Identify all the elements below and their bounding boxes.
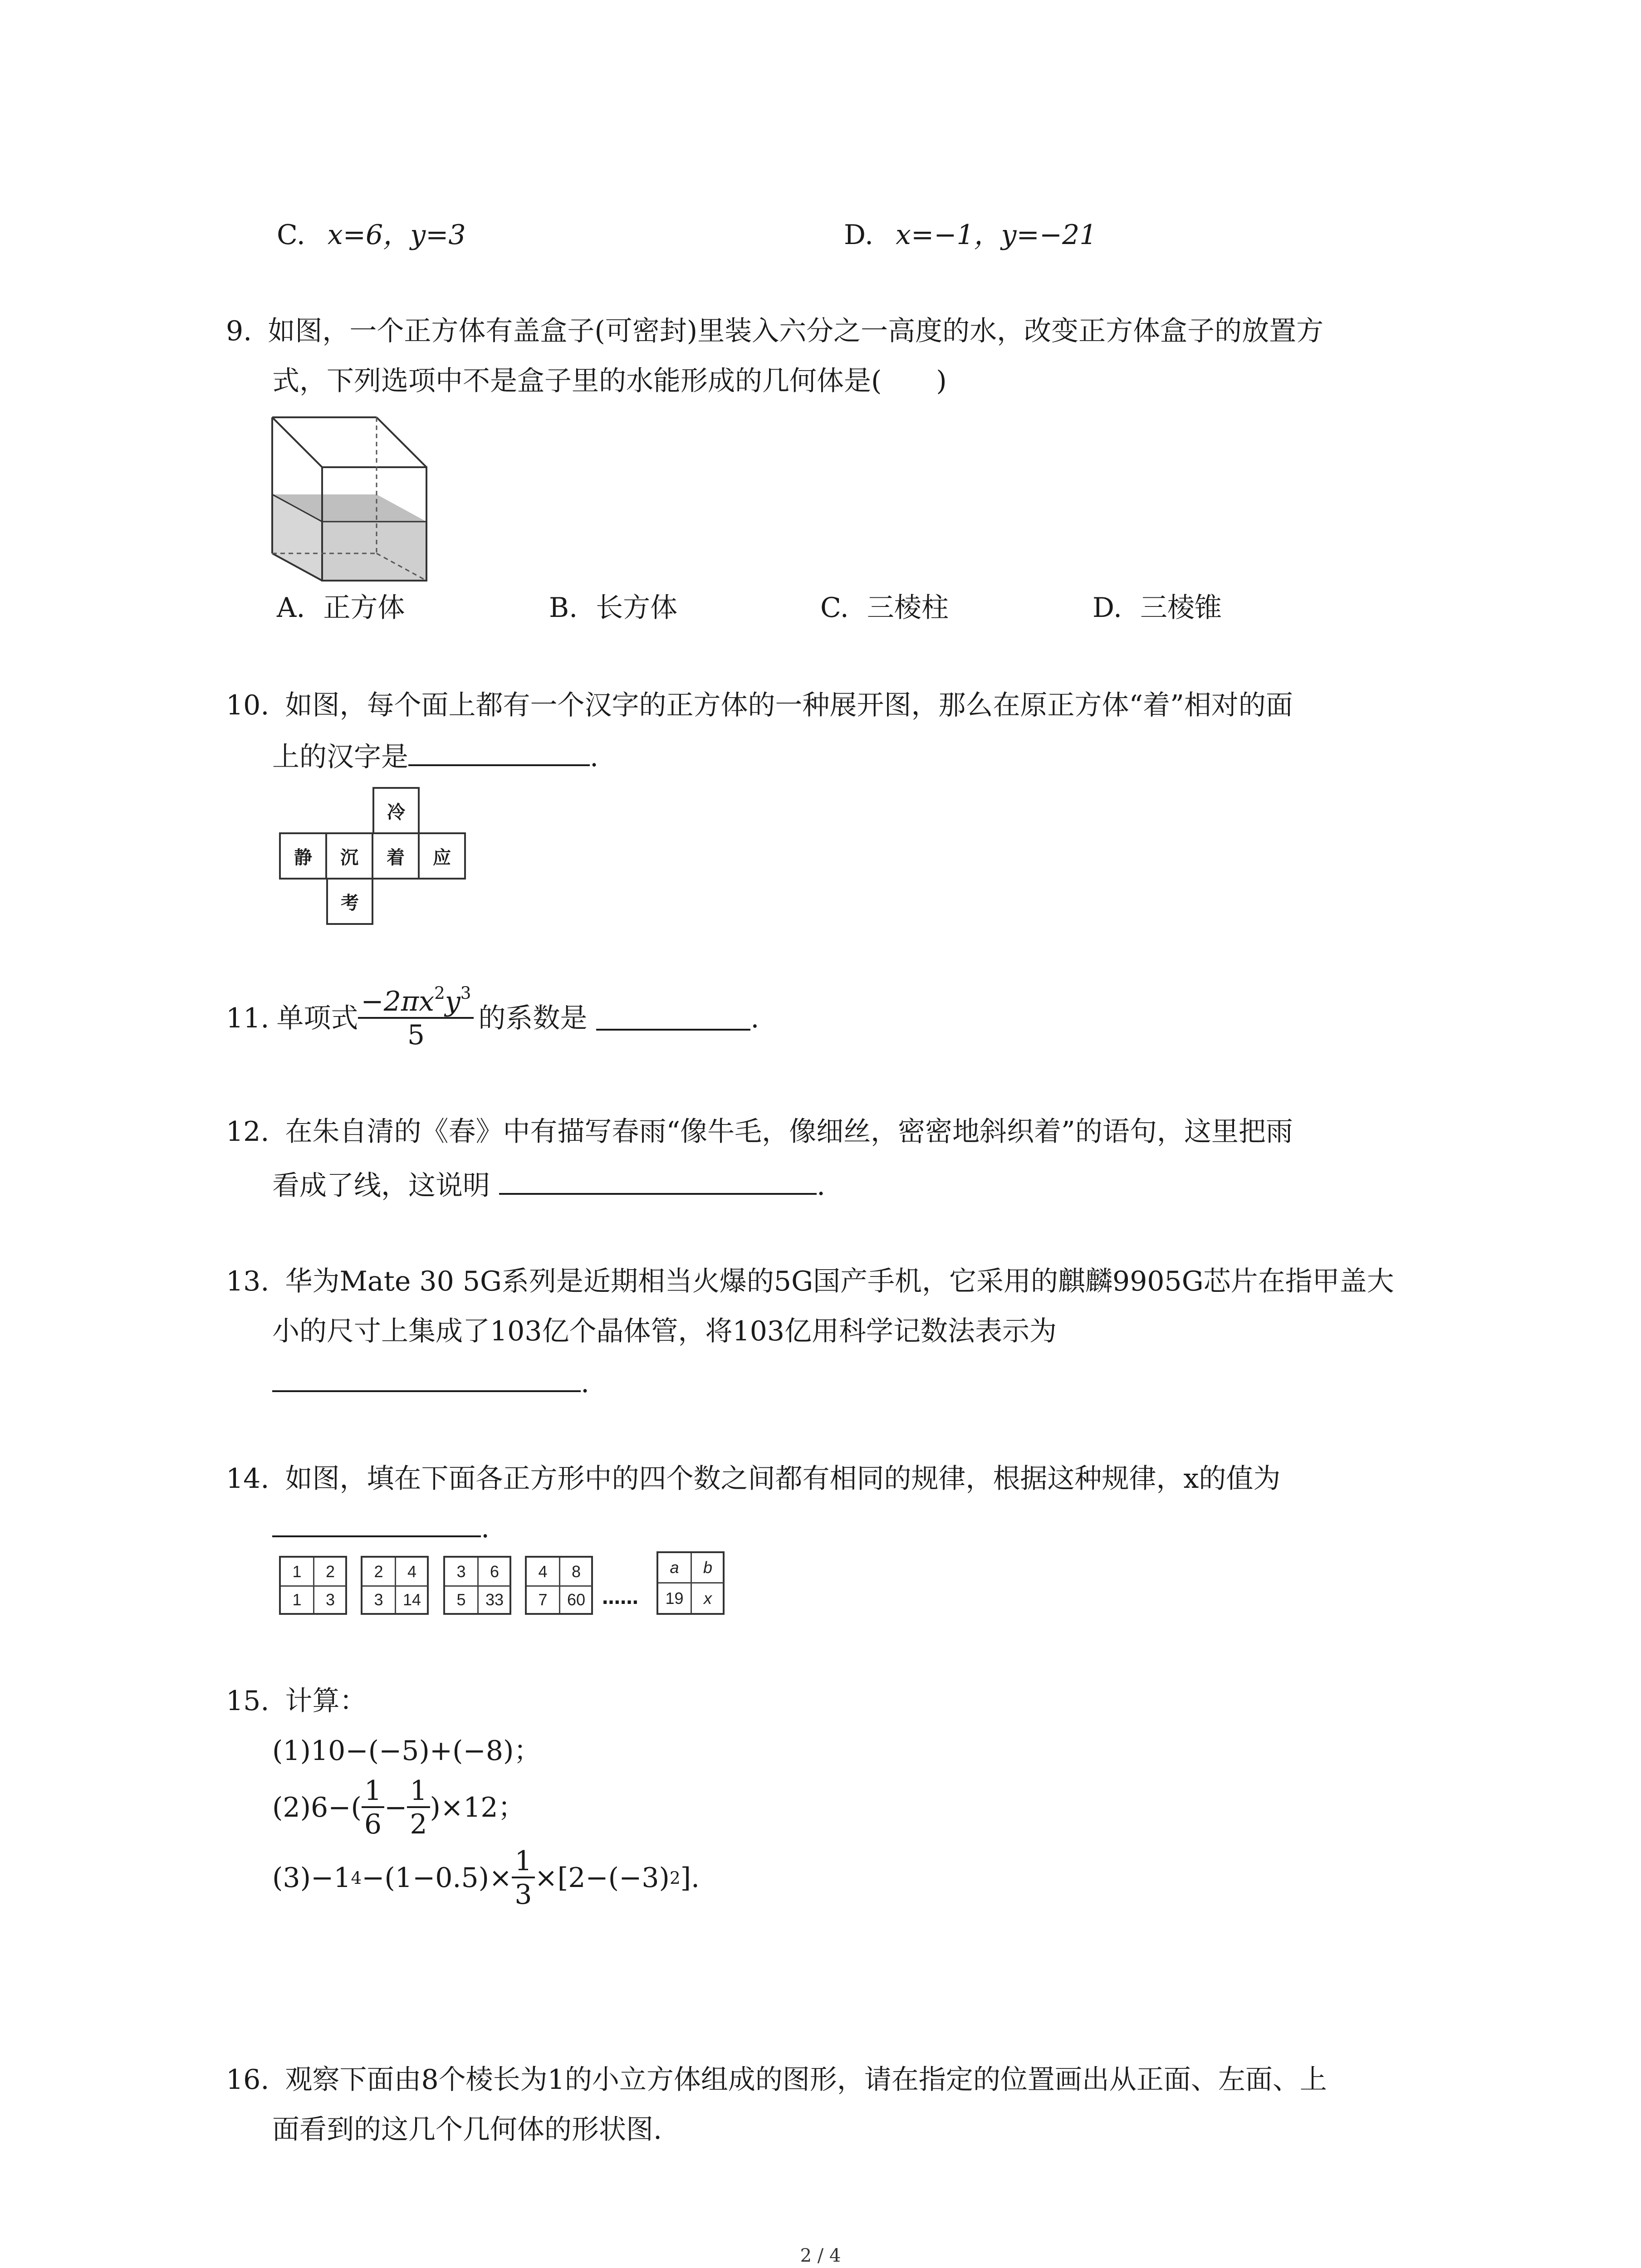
answer-blank[interactable] — [272, 1513, 481, 1537]
question-number: 13. — [226, 1266, 269, 1297]
number-square-unknown: a b 19 x — [656, 1551, 725, 1615]
q10-line1 — [226, 689, 1293, 721]
number-square: 2 4 3 14 — [361, 1556, 429, 1615]
question-number: 12. — [226, 1116, 269, 1148]
q15-part1: (1)10−(−5)+(−8)； — [272, 1735, 541, 1767]
number-square: 1 2 1 3 — [279, 1556, 347, 1615]
net-face-top: 冷 — [372, 787, 420, 834]
q15-part3: (3)−1 4 −(1−0.5)× $\frac{1}{3}$ ×[2−(−3) 2 ]. — [272, 1845, 700, 1911]
net-face-2: 沉 — [325, 832, 373, 880]
number-square: 3 6 5 33 — [443, 1556, 511, 1615]
q11-line: 11. 单项式 $\frac{-2\pi x^2y^3}{5}$ 的系数是 . — [226, 982, 759, 1051]
question-number: 14. — [226, 1463, 269, 1495]
q13-line3: . — [272, 1368, 589, 1397]
q14-line2: . — [272, 1513, 490, 1542]
option-text: x=−1，y=−21 — [896, 219, 1097, 251]
question-text: 如图，每个面上都有一个汉字的正方体的一种展开图，那么在原正方体“着”相对的面 — [285, 689, 1293, 721]
option-b: B. 长方体 — [549, 592, 678, 624]
q13-line1: 13. 华为Mate 30 5G系列是近期相当火爆的5G国产手机，它采用的麒麟9905G芯片在指甲盖大 — [226, 1266, 1394, 1297]
answer-blank[interactable] — [408, 742, 590, 766]
q12-line1: 12. 在朱自清的《春》中有描写春雨“像牛毛，像细丝，密密地斜织着”的语句，这里把雨 — [226, 1116, 1293, 1148]
q8-option-d — [844, 221, 1097, 249]
net-face-3: 着 — [372, 832, 420, 880]
q13-line2: 小的尺寸上集成了103亿个晶体管，将103亿用科学记数法表示为 — [272, 1315, 1057, 1347]
option-label: D. — [844, 219, 874, 251]
option-text: x=6，y=3 — [327, 219, 466, 251]
option-a: A. 正方体 — [277, 592, 405, 624]
number-square: 4 8 7 60 — [525, 1556, 593, 1615]
net-face-4: 应 — [418, 832, 466, 880]
q16-line1: 16. 观察下面由8个棱长为1的小立方体组成的图形，请在指定的位置画出从正面、左面、上 — [226, 2064, 1327, 2096]
q14-line1: 14. 如图，填在下面各正方形中的四个数之间都有相同的规律，根据这种规律，x的值为 — [226, 1463, 1281, 1495]
question-text: 如图，一个正方体有盖盒子(可密封)里装入六分之一高度的水，改变正方体盒子的放置方 — [268, 315, 1324, 347]
question-number: 15. — [226, 1685, 269, 1717]
answer-blank[interactable] — [499, 1170, 817, 1195]
answer-blank[interactable] — [596, 1006, 750, 1031]
q8-option-c — [277, 221, 466, 249]
page-number: 2 / 4 — [800, 2245, 841, 2266]
ellipsis: …… — [602, 1588, 638, 1608]
q15-part2: (2)6−( $\frac{1}{6}$ − $\frac{1}{2}$ )×12； — [272, 1775, 525, 1840]
cube-net-figure — [279, 787, 470, 923]
q9-line1 — [226, 315, 1324, 347]
q10-line2: 上的汉字是 . — [272, 741, 599, 773]
q15-title: 15. 计算： — [226, 1685, 367, 1717]
question-number: 9. — [226, 315, 252, 347]
option-d: D. 三棱锥 — [1092, 592, 1222, 624]
net-face-1: 静 — [279, 832, 327, 880]
monomial-fraction: $\frac{-2\pi x^2y^3}{5}$ — [358, 988, 474, 1049]
cube-with-water-figure — [268, 408, 440, 590]
question-number: 10. — [226, 689, 269, 721]
option-label: C. — [277, 219, 305, 251]
option-c: C. 三棱柱 — [820, 592, 949, 624]
question-number: 11. — [226, 1002, 269, 1034]
question-number: 16. — [226, 2064, 269, 2096]
q12-line2: 看成了线，这说明 . — [272, 1170, 826, 1202]
answer-blank[interactable] — [272, 1368, 581, 1392]
q9-line2: 式，下列选项中不是盒子里的水能形成的几何体是( ) — [272, 365, 947, 397]
number-squares-figure — [279, 1551, 733, 1624]
q16-line2: 面看到的这几个几何体的形状图. — [272, 2114, 662, 2146]
net-face-bottom: 考 — [326, 878, 373, 925]
